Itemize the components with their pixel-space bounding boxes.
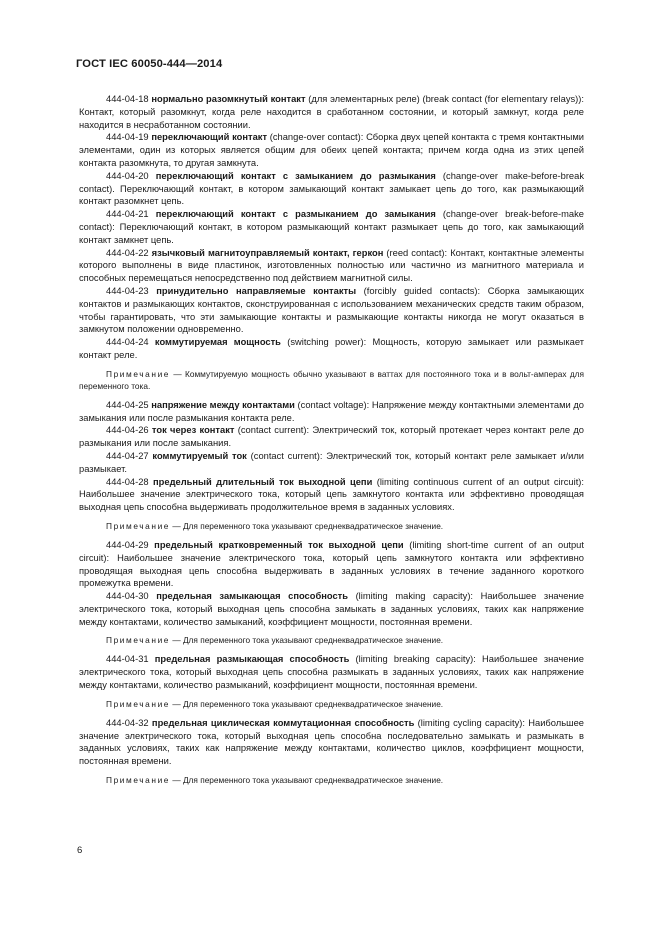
entry-444-04-26 <box>79 424 584 450</box>
note-label: Примечание <box>106 635 171 646</box>
entry-444-04-21 <box>79 208 584 246</box>
entry-definition: (для элементарных реле) (break contact (for elementary relays)): Контакт, который разомкнут, когда реле находится в сработанном состоянии, и который замкнут, когда реле находится в несработанном состоянии. <box>79 94 584 130</box>
entry-number: 444-04-21 <box>106 209 149 220</box>
note-label: Примечание <box>106 520 171 531</box>
entry-term: предельный кратковременный ток выходной цепи <box>154 539 404 550</box>
entry-term: предельная циклическая коммутационная способность <box>151 717 415 728</box>
entry-definition: (contact current): Электрический ток, который контакт реле замыкает и/или размыкает. <box>79 450 584 474</box>
entry-444-04-19 <box>79 131 584 169</box>
entry-definition: (switching power): Мощность, которую замыкает или размыкает контакт реле. <box>79 337 584 360</box>
entry-444-04-23 <box>79 285 584 336</box>
entry-444-04-32 <box>79 717 584 768</box>
entry-number: 444-04-28 <box>106 476 149 487</box>
entry-definition: (limiting cycling capacity): Наибольшее значение электрического тока, который выходная цепь способна последовательно замыкать и размыкать в заданных условиях, таких как напряжение между контактами, количество циклов, коэффициент мощности, постоянная времени. <box>79 717 584 767</box>
entry-term: нормально разомкнутый контакт <box>151 94 306 104</box>
entry-term: коммутируемая мощность <box>154 337 281 348</box>
document-body <box>79 93 584 793</box>
entry-444-04-18 <box>79 93 584 131</box>
entry-number: 444-04-23 <box>106 285 149 296</box>
entry-444-04-20 <box>79 170 584 208</box>
entry-444-04-28 <box>79 476 584 514</box>
entry-definition: (change-over contact): Сборка двух цепей контакта с тремя контактными элементами, один из которых является общим для обеих цепей контакта; причем когда одна из этих цепей контакта разомкнута, то другая замкнута. <box>79 132 585 168</box>
entry-444-04-29 <box>79 539 584 590</box>
entry-444-04-24 <box>79 336 584 362</box>
entry-number: 444-04-29 <box>106 539 149 550</box>
note-label: Примечание <box>106 775 171 786</box>
entry-definition: (contact current): Электрический ток, который протекает через контакт реле до размыкания или после замыкания. <box>79 425 585 449</box>
note-text: — Для переменного тока указывают среднеквадратическое значение. <box>170 698 444 709</box>
entry-term: коммутируемый ток <box>152 450 247 461</box>
note-444-04-24 <box>79 368 584 392</box>
note-label: Примечание <box>106 698 171 709</box>
note-444-04-32 <box>79 774 584 786</box>
document-header: ГОСТ IEC 60050-444—2014 <box>76 58 223 70</box>
entry-number: 444-04-20 <box>106 170 149 181</box>
note-444-04-28 <box>79 520 584 532</box>
entry-definition: (forcibly guided contacts): Сборка замыкающих контактов и размыкающих контактов, сконструированная с использованием механических средств таким образом, чтобы гарантировать, что эти замыкающие контакты и размыкающие контакты никогда не могут оказаться в замкнутом положении одновременно. <box>79 285 584 335</box>
entry-term: переключающий контакт с размыканием до замыкания <box>155 209 436 220</box>
entry-definition: (change-over make-before-break contact). Переключающий контакт, в котором замыкающий контакт замыкает цепь до того, как размыкающий контакт разомкнет цепь. <box>79 170 585 207</box>
entry-term: ток через контакт <box>151 425 235 436</box>
entry-definition: (reed contact): Контакт, контактные элементы которого выполнены в виде пластинок, изготовленных полностью или частично из магнитного материала и способных перемещаться непосредственно под действием магнитной силы. <box>79 247 584 284</box>
note-444-04-31 <box>79 698 584 710</box>
entry-number: 444-04-26 <box>106 425 149 436</box>
entry-term: предельная замыкающая способность <box>156 591 348 602</box>
note-text: — Коммутируемую мощность обычно указывают в ваттах для постоянного тока и в вольт-амперах для переменного тока. <box>79 368 584 391</box>
page-number: 6 <box>77 845 83 856</box>
entry-definition: (limiting breaking capacity): Наибольшее значение электрического тока, который выходная цепь способна размыкать в заданных условиях, таких как напряжение между контактами, количество размыканий, коэффициент мощности, постоянная времени. <box>79 654 584 691</box>
entry-term: предельная размыкающая способность <box>154 654 350 665</box>
note-text: — Для переменного тока указывают среднеквадратическое значение. <box>170 635 444 646</box>
entry-number: 444-04-32 <box>106 717 149 728</box>
note-text: — Для переменного тока указывают среднеквадратическое значение. <box>170 520 444 531</box>
entry-number: 444-04-27 <box>106 450 149 461</box>
entry-444-04-22 <box>79 247 584 285</box>
entry-definition: (contact voltage): Напряжение между контактными элементами до замыкания или после размыкания контакта реле. <box>79 399 584 423</box>
entry-444-04-27 <box>79 450 584 476</box>
note-444-04-30 <box>79 634 584 646</box>
entry-444-04-25 <box>79 399 584 425</box>
entry-term: напряжение между контактами <box>151 399 295 410</box>
note-label: Примечание <box>106 368 171 379</box>
entry-definition: (limiting making capacity): Наибольшее значение электрического тока, который выходная цепь способна замыкать в заданных условиях, таких как напряжение между контактами, количество замыканий, коэффициент мощности, постоянная времени. <box>79 591 584 627</box>
entry-number: 444-04-24 <box>106 337 149 348</box>
entry-444-04-30 <box>79 590 584 628</box>
entry-number: 444-04-31 <box>106 654 149 665</box>
entry-number: 444-04-18 <box>106 94 149 104</box>
entry-444-04-31 <box>79 653 584 691</box>
note-text: — Для переменного тока указывают среднеквадратическое значение. <box>170 775 444 786</box>
entry-number: 444-04-19 <box>106 132 149 143</box>
entry-definition: (limiting short-time current of an output circuit): Наибольшее значение электрического тока, который цепь замкнутого контакта или эффективно проводящая выходная цепь способна выдерживать в заданных условиях в течение заданного короткого промежутка времени. <box>79 539 584 589</box>
entry-term: предельный длительный ток выходной цепи <box>153 476 373 487</box>
entry-term: переключающий контакт с замыканием до размыкания <box>155 170 436 181</box>
entry-term: язычковый магнитоуправляемый контакт, геркон <box>151 247 384 258</box>
entry-number: 444-04-22 <box>106 247 149 258</box>
entry-definition: (limiting continuous current of an output circuit): Наибольшее значение электрического тока, который цепь замкнутого контакта или эффективно проводящая выходная цепь способна выдерживать продолжительное время в заданных условиях. <box>79 476 584 513</box>
entry-number: 444-04-25 <box>106 399 149 410</box>
entry-definition: (change-over break-before-make contact): Переключающий контакт, в котором размыкающий контакт размыкает цепь до того, как замыкающий контакт замкнет цепь. <box>79 209 585 245</box>
entry-number: 444-04-30 <box>106 591 149 602</box>
entry-term: принудительно направляемые контакты <box>156 285 357 296</box>
entry-term: переключающий контакт <box>151 132 268 143</box>
